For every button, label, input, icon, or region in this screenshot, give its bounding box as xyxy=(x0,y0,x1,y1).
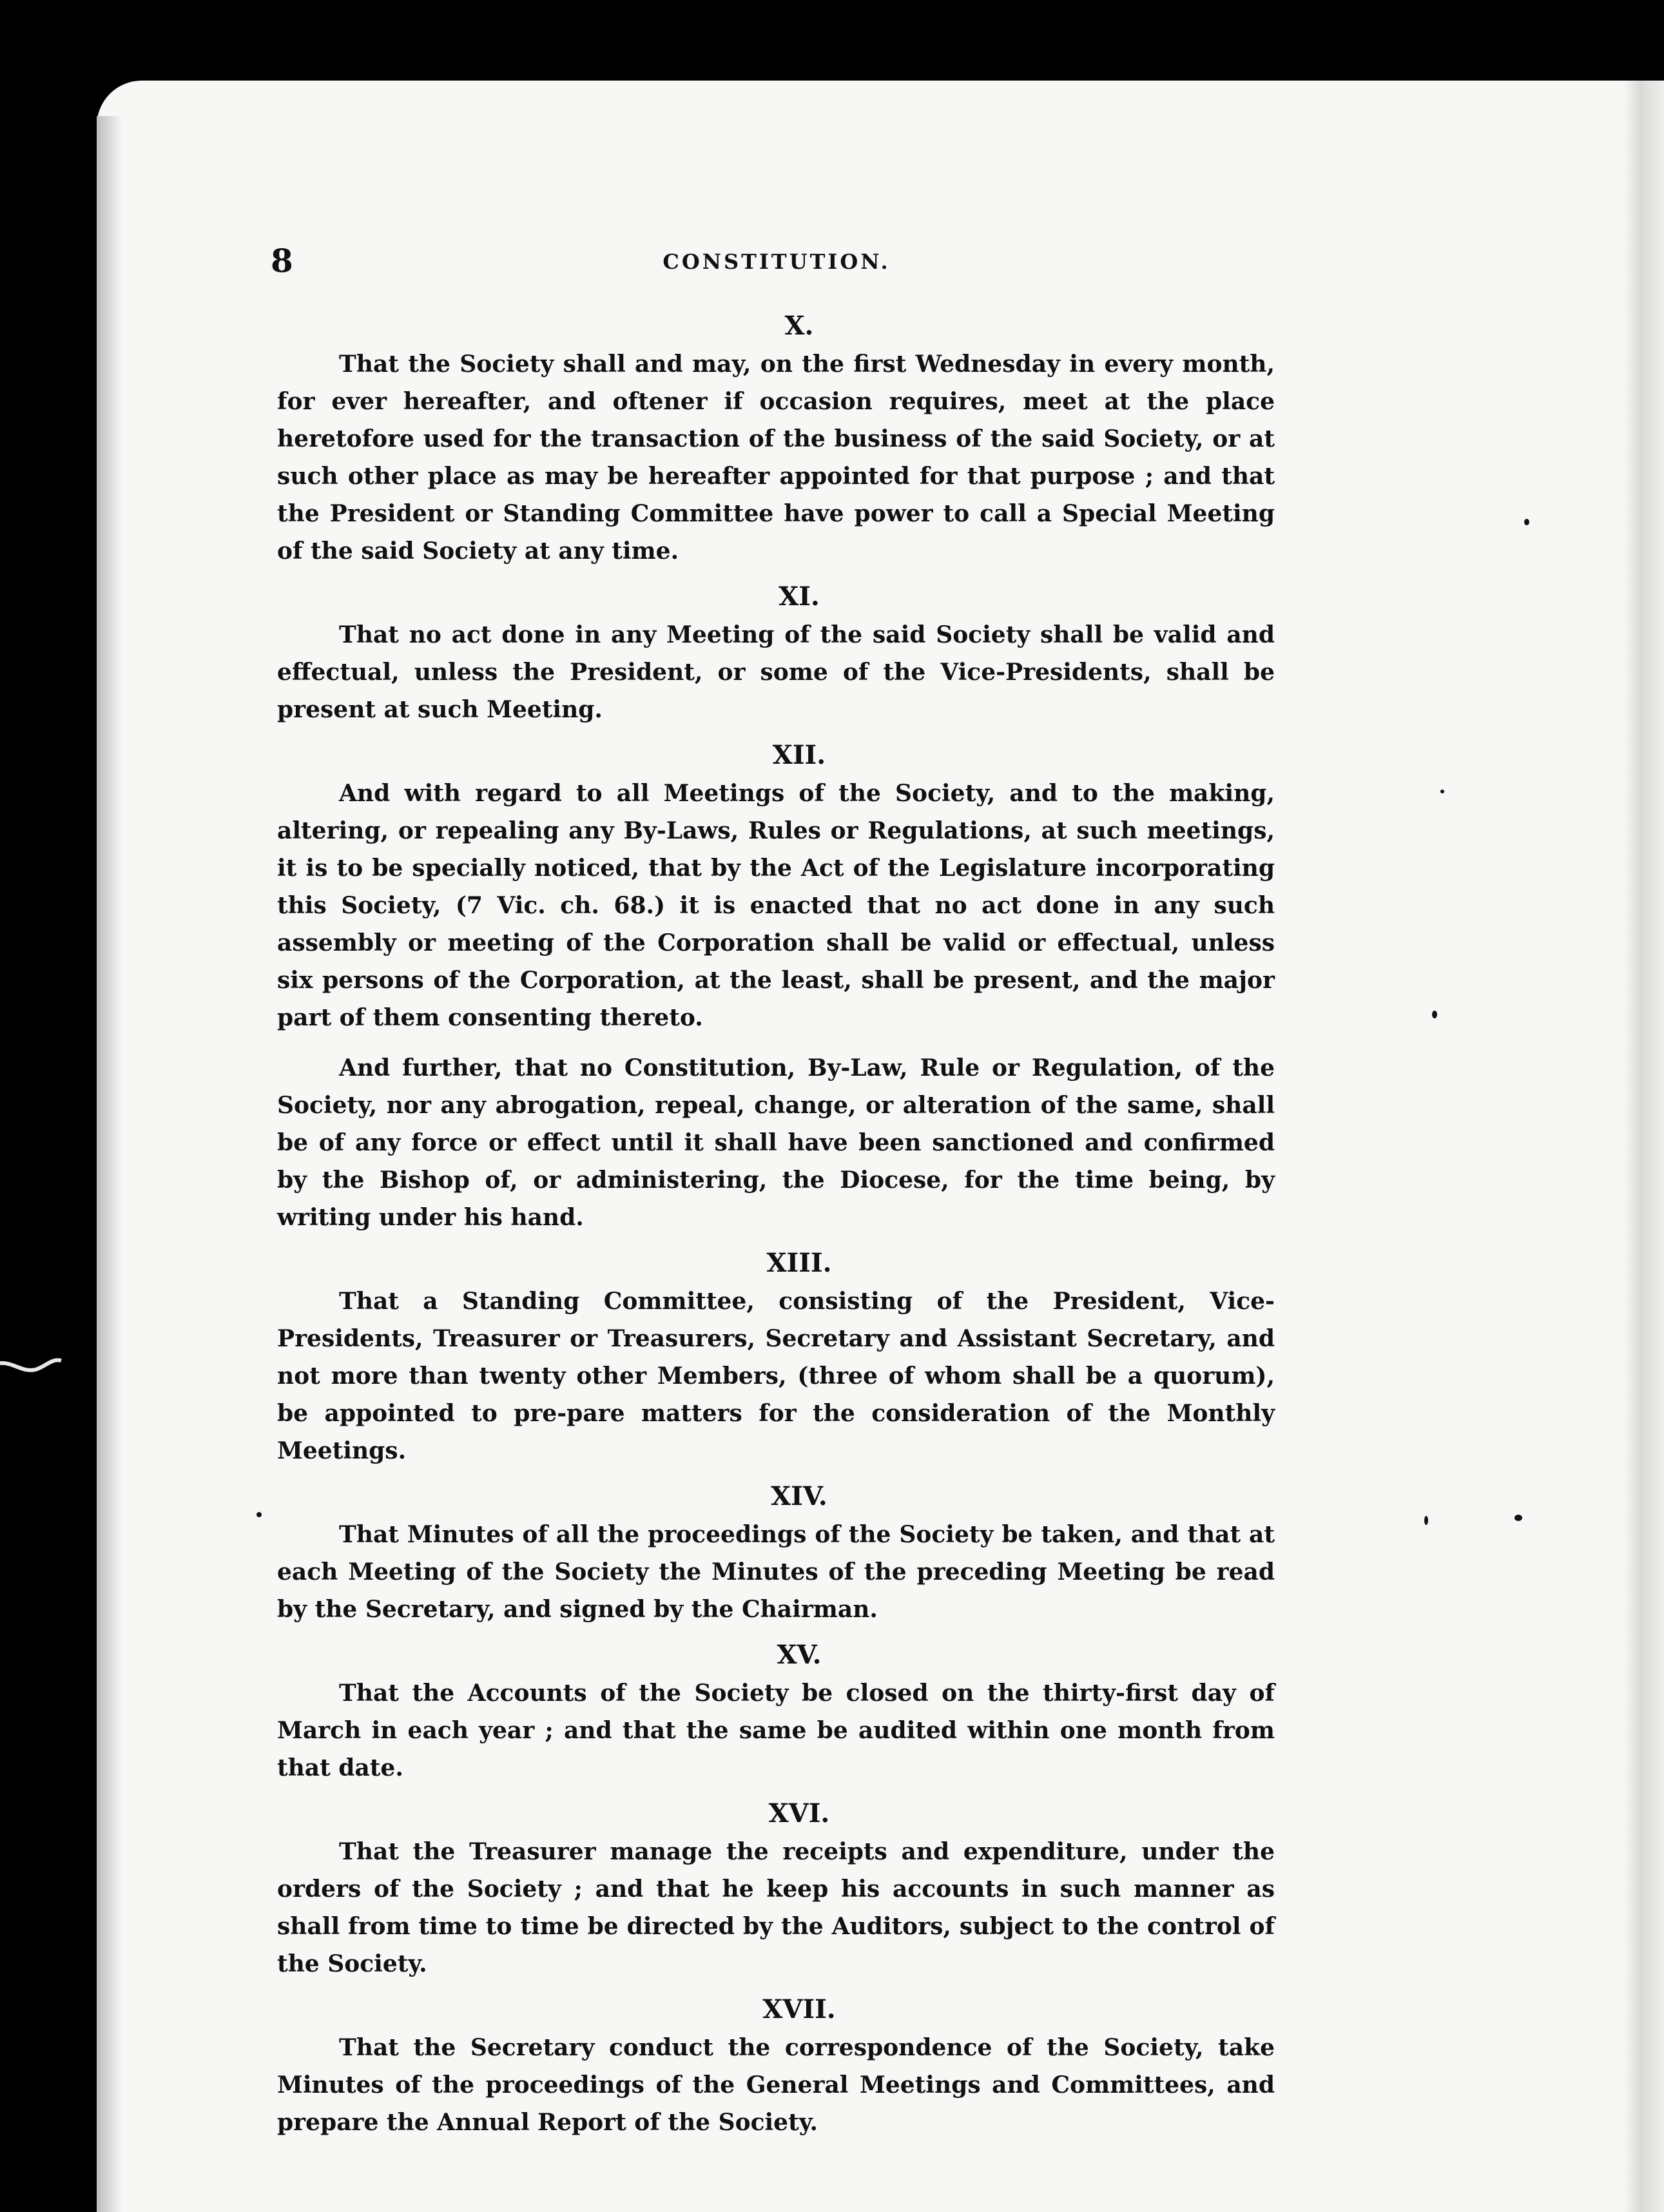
article-paragraph: That the Treasurer manage the receipts and expenditure, under the orders of the Society ; and that he keep his accounts in such manner as shall from time to time be directed by the Auditors, subject to the control of the Society. xyxy=(277,1838,1275,1977)
page-edge xyxy=(1624,81,1664,2212)
running-title: CONSTITUTION. xyxy=(663,249,891,274)
article-numeral: XIII. xyxy=(766,1248,832,1278)
article-section xyxy=(271,579,1282,728)
article-paragraph: That the Society shall and may, on the first Wednesday in every month, for ever hereafter, and oftener if occasion requires, meet at the place heretofore used for the transaction of the business of the said Society, or at such other place as may be hereafter appointed for that purpose ; and that the President or Standing Committee have power to call a Special Meeting of the said Society at any time. xyxy=(277,351,1275,565)
ink-speck xyxy=(1514,1515,1522,1521)
ink-speck xyxy=(1432,1011,1437,1018)
article-section xyxy=(271,1479,1282,1628)
ink-speck xyxy=(1440,790,1444,793)
article-paragraph: That no act done in any Meeting of the said Society shall be valid and effectual, unless the President, or some of the Vice-Presidents, shall be present at such Meeting. xyxy=(277,621,1275,723)
article-section xyxy=(271,1796,1282,1983)
article-paragraph: That Minutes of all the proceedings of the Society be taken, and that at each Meeting of the Society the Minutes of the preceding Meeting be read by the Secretary, and signed by the Chairman. xyxy=(277,1521,1275,1623)
article-paragraph: That a Standing Committee, consisting of the President, Vice-Presidents, Treasurer or Treasurers, Secretary and Assistant Secretary, and not more than twenty other Members, (three of whom shall be a quorum), be appointed to pre-pare matters for the consideration of the Monthly Meetings. xyxy=(277,1288,1275,1464)
article-section xyxy=(271,1245,1282,1470)
article-paragraph: That the Secretary conduct the correspondence of the Society, take Minutes of the proceedings of the General Meetings and Committees, and prepare the Annual Report of the Society. xyxy=(277,2034,1275,2136)
margin-scratch-mark xyxy=(0,1344,71,1382)
article-numeral: XVI. xyxy=(768,1798,830,1829)
article-numeral: XIV. xyxy=(771,1481,827,1511)
article-paragraph: That the Accounts of the Society be closed on the thirty-first day of March in each year ; and that the same be audited within one month from that date. xyxy=(277,1680,1275,1781)
article-numeral: XVII. xyxy=(762,1994,836,2024)
article-numeral: XII. xyxy=(772,740,826,770)
article-section xyxy=(271,737,1282,1236)
running-head xyxy=(271,238,1282,284)
article-section xyxy=(271,1637,1282,1787)
article-section xyxy=(271,308,1282,570)
ink-speck xyxy=(256,1512,262,1517)
article-paragraph: And further, that no Constitution, By-Law, Rule or Regulation, of the Society, nor any abrogation, repeal, change, or alteration of the same, shall be of any force or effect until it shall have been sanctioned and confirmed by the Bishop of, or administering, the Diocese, for the time being, by writing under his hand. xyxy=(277,1054,1275,1231)
article-numeral: XI. xyxy=(779,581,820,612)
binding-shadow xyxy=(97,116,122,2212)
article-numeral: XV. xyxy=(777,1640,822,1670)
article-numeral: X. xyxy=(784,311,814,341)
constitution-text xyxy=(271,238,1282,2141)
ink-speck xyxy=(1424,1516,1428,1525)
article-section xyxy=(271,1992,1282,2141)
page-number: 8 xyxy=(271,242,293,280)
ink-speck xyxy=(1524,519,1529,525)
article-list xyxy=(271,308,1282,2141)
article-paragraph: And with regard to all Meetings of the Society, and to the making, altering, or repealing any By-Laws, Rules or Regulations, at such meetings, it is to be specially noticed, that by the Act of the Legislature incorporating this Society, (7 Vic. ch. 68.) it is enacted that no act done in any such assembly or meeting of the Corporation shall be valid or effectual, unless six persons of the Corporation, at the least, shall be present, and the major part of them consenting thereto. xyxy=(277,780,1275,1031)
